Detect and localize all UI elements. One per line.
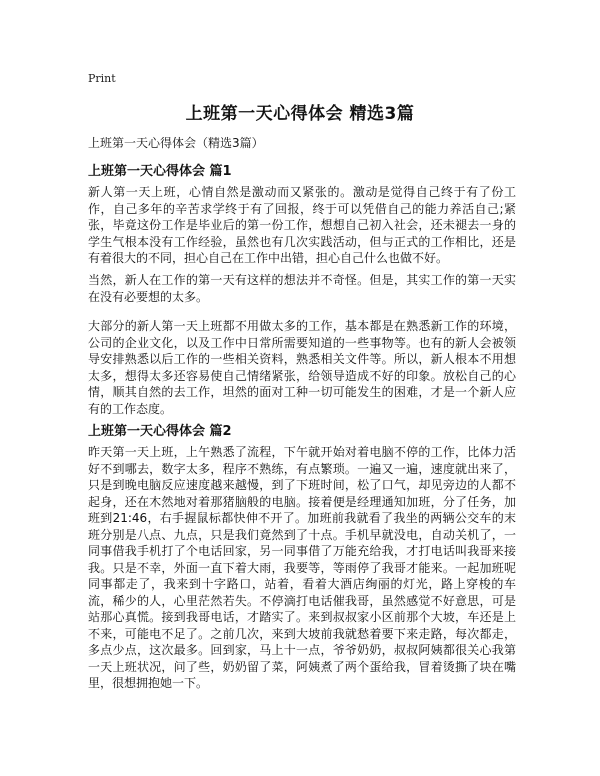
paragraph-2-1: 昨天第一天上班，上午熟悉了流程，下午就开始对着电脑不停的工作，比体力活好不到哪去，数字太多，程序不熟练，有点繁琐。一遍又一遍，速度就出来了，只是到晚电脑反应速度越来越慢，到了下班时间，松了口气，却见旁边的人都不起身，还在木然地对着那猪脑般的电脑。接着便是经理通知加班，分了任务，加班到21:46，右手握鼠标都快伸不开了。加班前我就看了我坐的两辆公交车的末班分别是八点、九点，只是我们竟然到了十点。手机早就没电，自动关机了，一同事借我手机打了个电话回家，另一同事借了万能充给我，才打电话叫我哥来接我。只是不幸，外面一直下着大雨，我要等，等雨停了我哥才能来。一起加班呢同事都走了，我来到十字路口，站着，看着大酒店绚丽的灯光，路上穿梭的车流，稀少的人，心里茫然若失。不停滴打电话催我哥，虽然感觉不好意思，可是站那心真慌。接到我哥电话，才踏实了。来到叔叔家小区前那个大坡，车还是上不来，可能电不足了。之前几次，来到大坡前我就愁着要下来走路，每次都走，多点少点，这次最多。回到家，马上十一点，爷爷奶奶，叔叔阿姨都很关心我第一天上班状况，问了些，奶奶留了菜，阿姨煮了两个蛋给我，冒着烫撕了块在嘴里，很想拥抱她一下。 — [88, 445, 516, 690]
paragraph-1-1: 新人第一天上班，心情自然是激动而又紧张的。激动是觉得自己终于有了份工作，自己多年的辛苦求学终于有了回报，终于可以凭借自己的能力养活自己;紧张，毕竟这份工作是毕业后的第一份工作，想想自己初入社会，还未褪去一身的学生气根本没有工作经验，虽然也有几次实践活动，但与正式的工作相比，还是有着很大的不同，担心自己在工作中出错，担心自己什么也做不好。 — [88, 185, 516, 265]
section-heading-1: 上班第一天心得体会 篇1 — [88, 164, 232, 179]
section-heading-2: 上班第一天心得体会 篇2 — [88, 424, 232, 439]
document-subtitle: 上班第一天心得体会（精选3篇） — [88, 136, 264, 150]
paragraph-1-2: 当然，新人在工作的第一天有这样的想法并不奇怪。但是，其实工作的第一天实在没有必要想的太多。 — [88, 273, 516, 304]
print-label[interactable]: Print — [88, 72, 116, 85]
paragraph-1-3: 大部分的新人第一天上班都不用做太多的工作，基本都是在熟悉新工作的环境，公司的企业文化，以及工作中日常所需要知道的一些事物等。也有的新人会被领导安排熟悉以后工作的一些相关资料，熟悉相关文件等。所以，新人根本不用想太多，想得太多还容易使自己情绪紧张，给领导造成不好的印象。放松自己的心情，顺其自然的去工作，坦然的面对工种一切可能发生的困难，才是一个新人应有的工作态度。 — [88, 319, 516, 416]
document-title: 上班第一天心得体会 精选3篇 — [185, 104, 415, 124]
